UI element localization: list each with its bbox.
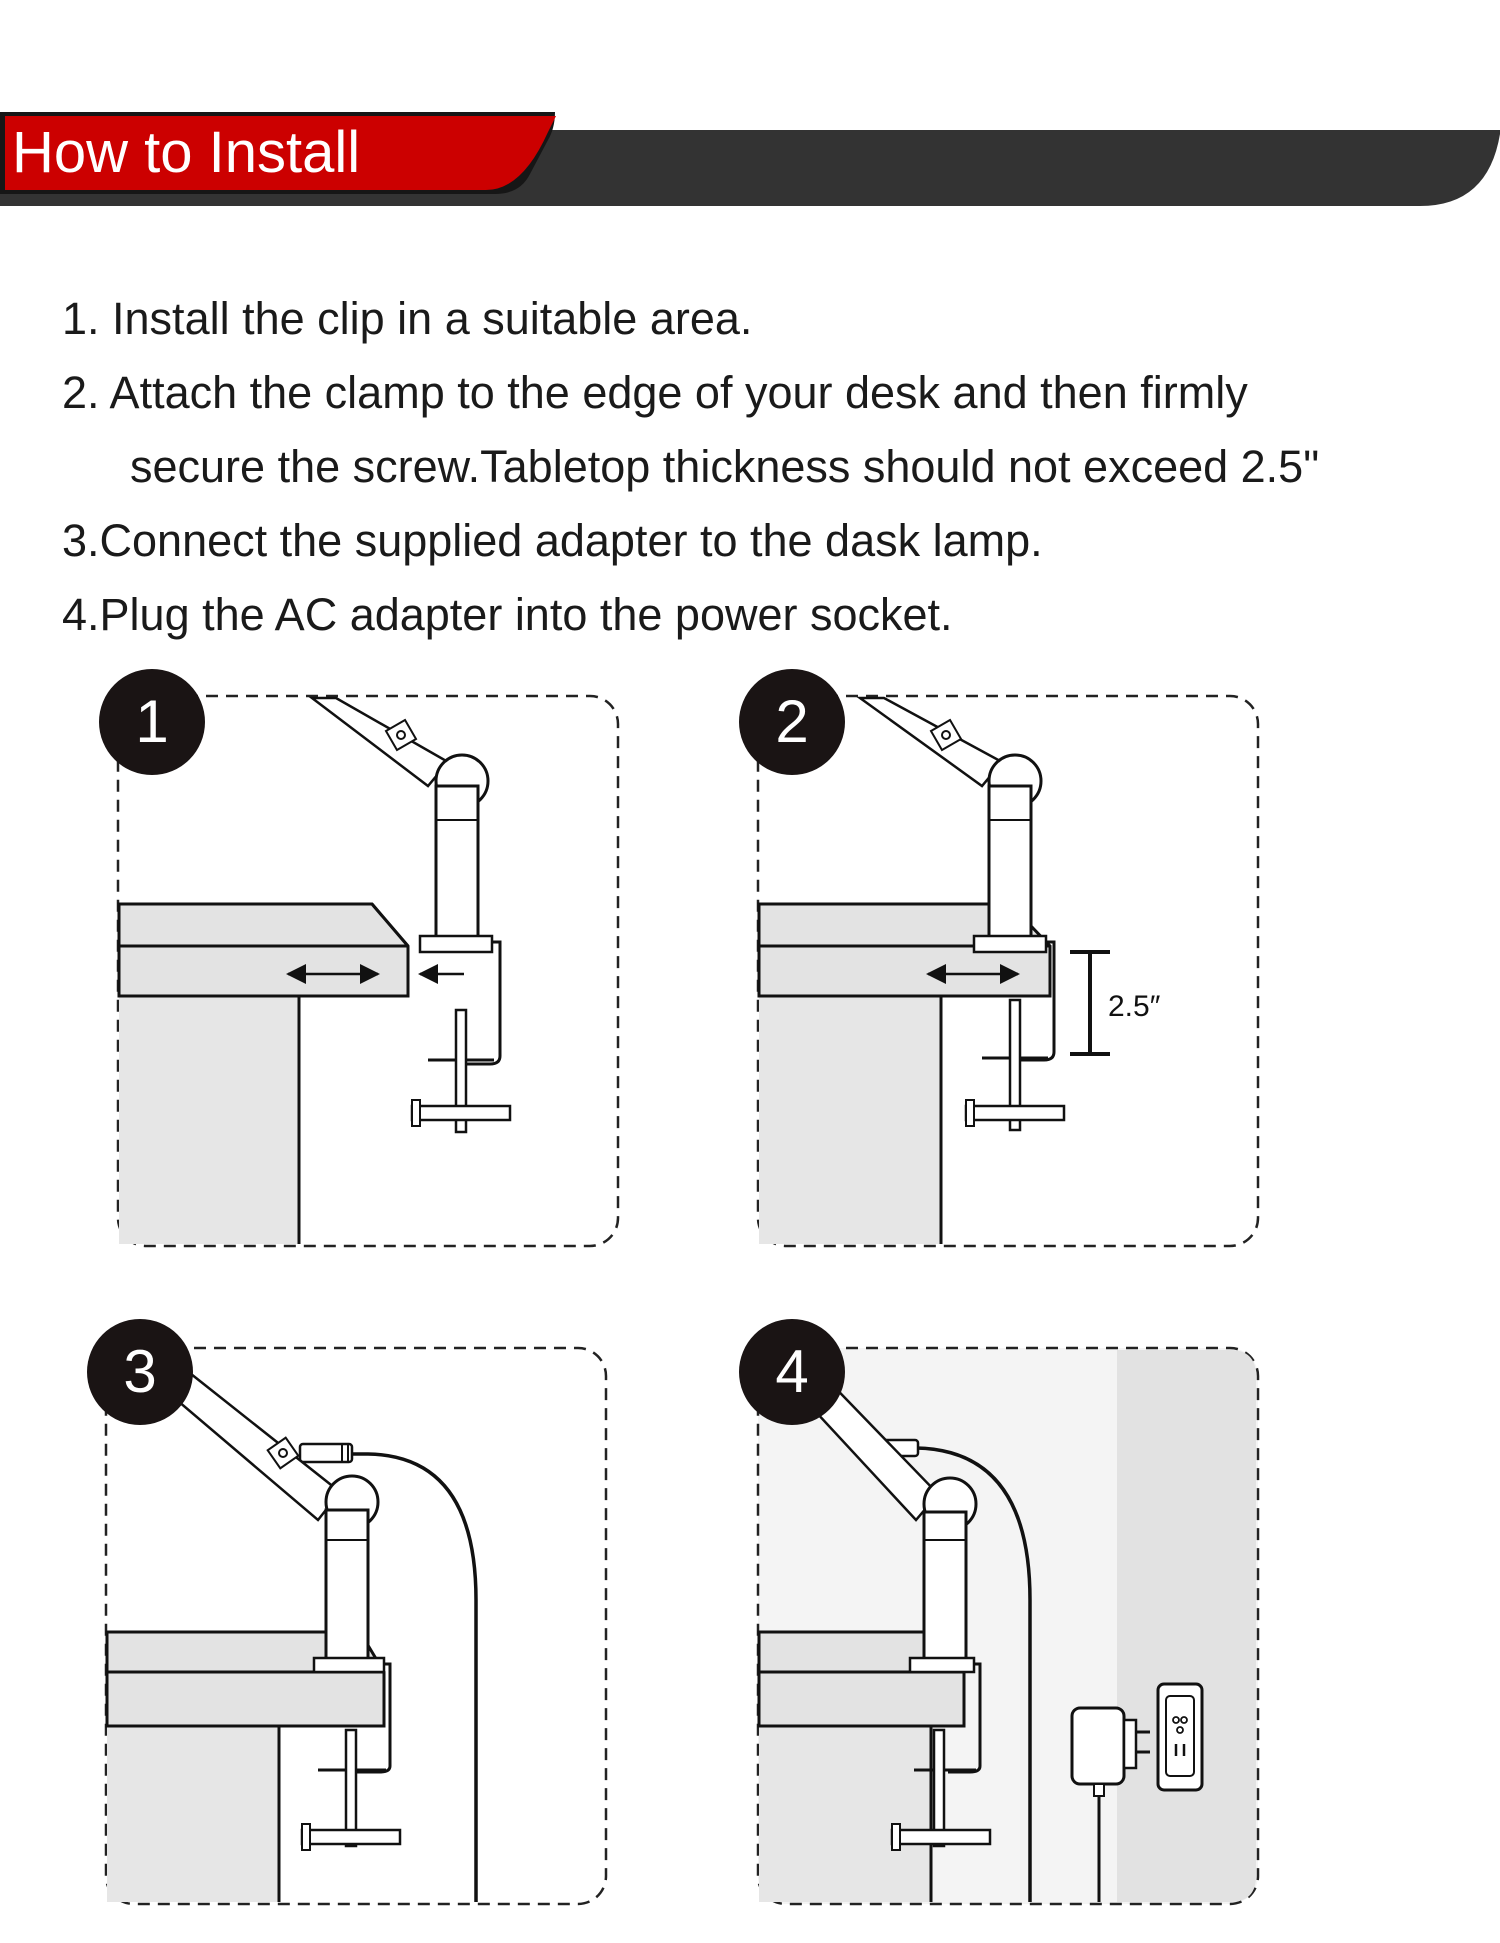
panel-4-screw xyxy=(934,1730,944,1846)
step-2: 2. Attach the clamp to the edge of your desk and then firmly xyxy=(62,367,1248,418)
panel-4-desk-body xyxy=(759,1726,931,1902)
panel-2-lamp-post xyxy=(989,786,1031,942)
step-4: 4.Plug the AC adapter into the power socket. xyxy=(62,589,953,640)
panel-2-lamp-arm xyxy=(860,698,1002,786)
panel-4-wall xyxy=(1117,1350,1256,1902)
panel-4-wall-socket xyxy=(1158,1684,1202,1790)
panel-4-number: 4 xyxy=(775,1338,809,1405)
panel-2-number: 2 xyxy=(775,688,809,755)
panel-1 xyxy=(99,669,618,1246)
panel-2 xyxy=(739,669,1258,1246)
panel-1-lamp-arm xyxy=(312,698,448,786)
panel-3-lamp-post xyxy=(326,1510,368,1662)
panel-4 xyxy=(739,1319,1258,1904)
panel-1-number: 1 xyxy=(135,688,169,755)
step-3: 3.Connect the supplied adapter to the dask lamp. xyxy=(62,515,1043,566)
panel-3-screw xyxy=(346,1730,356,1846)
header-title: How to Install xyxy=(12,120,361,185)
panel-1-desk-body xyxy=(119,996,299,1244)
panel-3-number: 3 xyxy=(123,1338,157,1405)
panel-3-desk-body xyxy=(107,1726,279,1902)
panel-2-dimension-label: 2.5″ xyxy=(1108,990,1161,1023)
panel-1-lamp-post xyxy=(436,786,478,942)
panel-4-lamp-post xyxy=(924,1512,966,1662)
panel-4-screw-handle xyxy=(892,1830,990,1844)
step-1: 1. Install the clip in a suitable area. xyxy=(62,293,753,344)
panel-2-screw-handle xyxy=(966,1106,1064,1120)
panel-3-screw-handle xyxy=(302,1830,400,1844)
step-2-continued: secure the screw.Tabletop thickness should not exceed 2.5" xyxy=(130,441,1320,492)
panel-3-dc-plug xyxy=(300,1444,352,1462)
panel-1-tabletop xyxy=(119,904,408,996)
panel-3 xyxy=(87,1319,606,1904)
panel-1-screw-handle xyxy=(412,1106,510,1120)
panel-2-thickness-dimension xyxy=(1070,952,1110,1054)
panel-2-desk-body xyxy=(759,996,941,1244)
